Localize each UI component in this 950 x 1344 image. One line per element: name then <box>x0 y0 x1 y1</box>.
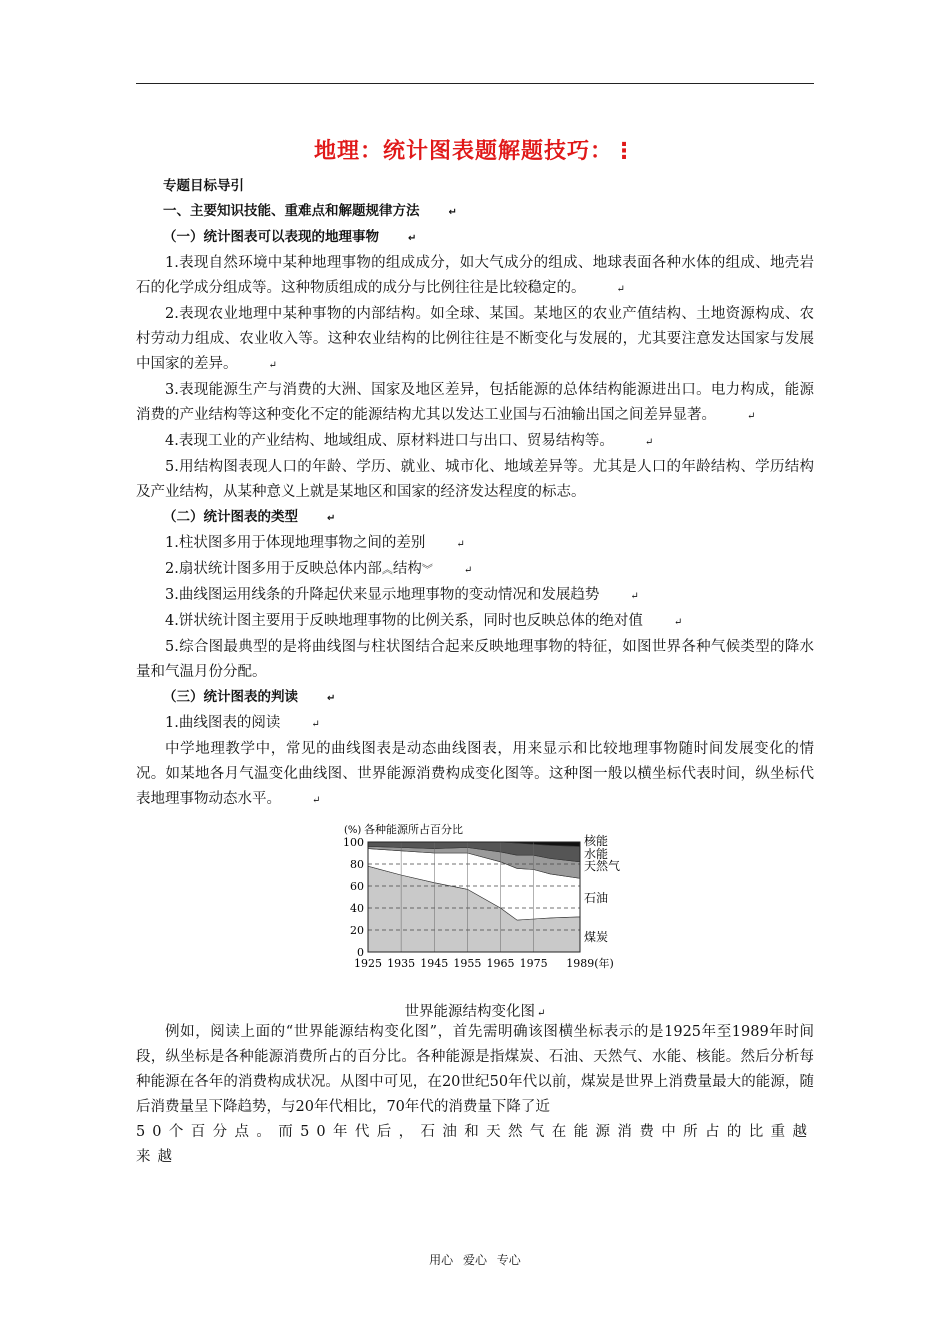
body-text <box>136 174 814 813</box>
return-mark-icon: ↵ <box>268 360 277 371</box>
chevron-down-icon: ︾ <box>421 563 433 576</box>
paragraph-1: 1.表现自然环境中某种地理事物的组成成分，如大气成分的组成、地球表面各种水体的组成、地壳岩石的化学成分组成等。这种物质组成的成分与比例往往是比较稳定的。 ↵ <box>136 251 814 302</box>
chart-title: 各种能源所占百分比 <box>364 823 463 836</box>
x-tick-label: 1945 <box>420 957 449 970</box>
subheading-2: （二）统计图表的类型 ↵ <box>136 505 814 531</box>
return-mark-icon: ↵ <box>327 513 336 524</box>
page-title: 地理：统计图表题解题技巧：⋮ <box>313 139 636 164</box>
x-tick-label: 1965 <box>486 957 515 970</box>
return-mark-icon: ↵ <box>673 617 683 628</box>
y-tick-label: 20 <box>350 924 364 937</box>
y-tick-label: 40 <box>350 902 364 915</box>
series-label: 煤炭 <box>584 930 609 944</box>
header-rule <box>136 83 814 84</box>
type-1: 1.柱状图多用于体现地理事物之间的差别 ↵ <box>136 531 814 557</box>
heading-1: 一、主要知识技能、重难点和解题规律方法 ↵ <box>136 199 814 225</box>
reading-2: 中学地理教学中，常见的曲线图表是动态曲线图表，用来显示和比较地理事物随时间发展变化的情况。如某地各月气温变化曲线图、世界能源消费构成变化图等。这种图一般以横坐标代表时间，纵坐标代表地理事物动态水平。 ↵ <box>136 737 814 813</box>
x-tick-label: 1955 <box>453 957 482 970</box>
return-mark-icon: ↵ <box>630 591 639 602</box>
type-5: 5.综合图最典型的是将曲线图与柱状图结合起来反映地理事物的特征，如图世界各种气候类型的降水量和气温月份分配。 <box>136 639 814 680</box>
type-4: 4.饼状统计图主要用于反映地理事物的比例关系，同时也反映总体的绝对值 ↵ <box>136 609 814 635</box>
paragraph-2: 2.表现农业地理中某种事物的内部结构。如全球、某国。某地区的农业产值结构、土地资源构成、农村劳动力组成、农业收入等。这种农业结构的比例往往是不断变化与发展的，尤其要注意发达国家与发展中国家的差异。 ↵ <box>136 302 814 378</box>
y-tick-label: 80 <box>350 858 364 871</box>
series-label: 石油 <box>584 891 609 905</box>
x-tick-label: 1989(年) <box>566 957 614 970</box>
y-tick-label: 60 <box>350 880 364 893</box>
return-mark-icon: ↵ <box>537 1008 546 1019</box>
subheading-1: （一）统计图表可以表现的地理事物 ↵ <box>136 225 814 251</box>
example-paragraph-end: 50个百分点。而50年代后，石油和天然气在能源消费中所占的比重越来越 <box>136 1124 814 1165</box>
example-text <box>136 1020 814 1170</box>
y-axis-label: (%) <box>344 825 362 836</box>
x-tick-label: 1975 <box>519 957 548 970</box>
reading-1: 1.曲线图表的阅读 ↵ <box>136 711 814 737</box>
page-footer: 用心 爱心 专心 <box>429 1253 521 1267</box>
series-label: 核能 <box>584 834 609 848</box>
return-mark-icon: ↵ <box>311 719 320 730</box>
chart-plot-area <box>368 842 580 952</box>
figure-caption: 世界能源结构变化图 ↵ <box>404 1004 546 1020</box>
return-mark-icon: ↵ <box>747 411 756 422</box>
example-paragraph: 例如，阅读上面的“世界能源结构变化图”，首先需明确该图横坐标表示的是1925年至1989年时间段，纵坐标是各种能源消费所占的百分比。各种能源是指煤炭、石油、天然气、水能、核能。然后分析每种能源在各年的消费构成状况。从图中可见，在20世纪50年代以前，煤炭是世界上消费量最大的能源，随后消费量呈下降趋势，与20年代相比，70年代的消费量下降了近 <box>136 1024 814 1115</box>
energy-structure-chart <box>330 818 650 978</box>
return-mark-icon: ↵ <box>408 233 417 244</box>
return-mark-icon: ↵ <box>616 284 625 295</box>
x-tick-label: 1935 <box>387 957 416 970</box>
chevron-up-icon: ︽ <box>381 563 393 576</box>
series-label: 水能 <box>584 847 609 861</box>
paragraph-5: 5.用结构图表现人口的年龄、学历、就业、城市化、地域差异等。尤其是人口的年龄结构、学历结构及产业结构，从某种意义上就是某地区和国家的经济发达程度的标志。 <box>136 459 814 500</box>
return-mark-icon: ↵ <box>456 539 465 550</box>
return-mark-icon: ↵ <box>448 207 457 218</box>
type-2: 2.扇状统计图多用于反映总体内部︽结构︾ ↵ <box>136 557 814 583</box>
return-mark-icon: ↵ <box>463 565 473 576</box>
return-mark-icon: ↵ <box>644 437 654 448</box>
section-title: 专题目标导引 <box>163 178 244 194</box>
return-mark-icon: ↵ <box>327 693 336 704</box>
y-tick-label: 0 <box>357 946 364 959</box>
series-label: 天然气 <box>584 859 621 873</box>
x-tick-label: 1925 <box>354 957 382 970</box>
return-mark-icon: ↵ <box>312 795 321 806</box>
subheading-3: （三）统计图表的判读 ↵ <box>136 685 814 711</box>
type-3: 3.曲线图运用线条的升降起伏来显示地理事物的变动情况和发展趋势 ↵ <box>136 583 814 609</box>
y-tick-label: 100 <box>343 836 364 849</box>
paragraph-4: 4.表现工业的产业结构、地域组成、原材料进口与出口、贸易结构等。 ↵ <box>136 429 814 455</box>
paragraph-3: 3.表现能源生产与消费的大洲、国家及地区差异，包括能源的总体结构能源进出口。电力构成，能源消费的产业结构等这种变化不定的能源结构尤其以发达工业国与石油输出国之间差异显著。 ↵ <box>136 378 814 429</box>
